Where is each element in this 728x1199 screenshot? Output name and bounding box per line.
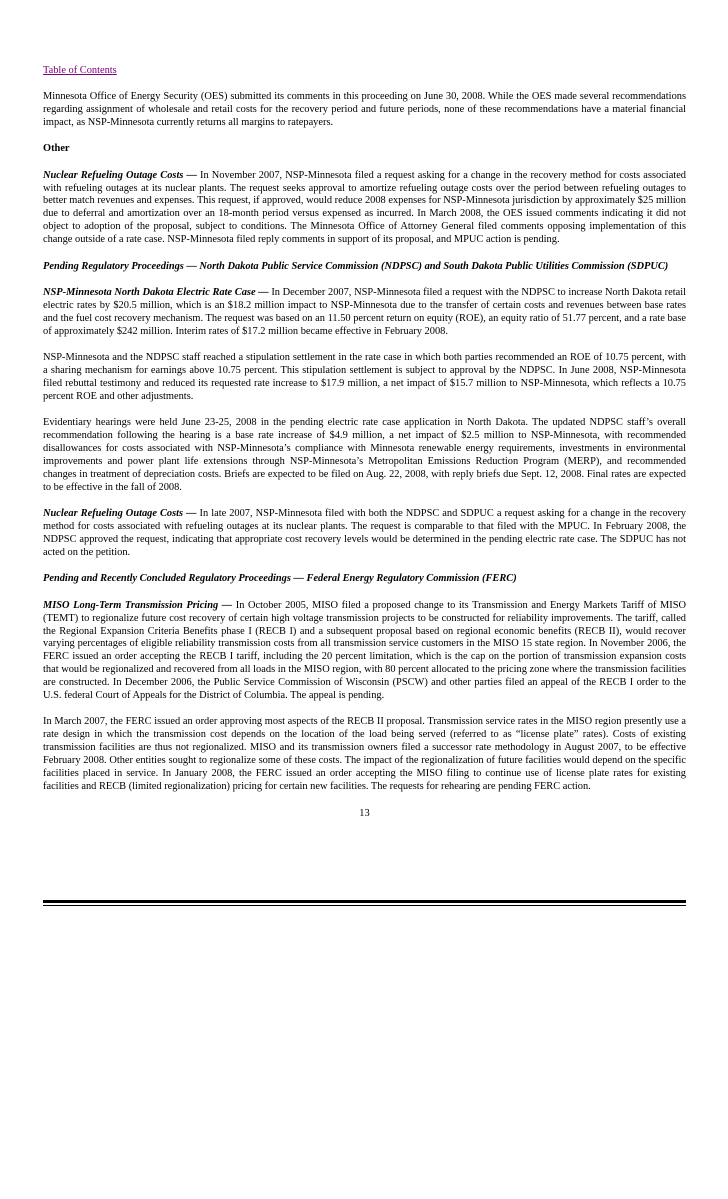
paragraph-body: In late 2007, NSP-Minnesota filed with both the NDPSC and SDPUC a request asking for a change in the recovery method for costs associated with refueling outages at its nuclear plants. The request is comparable to that filed with the MPUC. In February 2008, the NDPSC approved the request, indicating that appropriate cost recovery levels would be determined in the pending electric rate case. The SDPUC has not acted on the petition. bbox=[43, 508, 686, 558]
run-in-title: MISO Long-Term Transmission Pricing — bbox=[43, 599, 233, 611]
paragraph-nuclear-refueling-nd-sd bbox=[43, 508, 686, 560]
paragraph-nd-rate-case bbox=[43, 287, 686, 339]
paragraph-stipulation-settlement: NSP-Minnesota and the NDPSC staff reached a stipulation settlement in the rate case in which both parties recommended an ROE of 10.75 percent, with a sharing mechanism for earnings above 10.75 percent. This stipulation settlement is subject to approval by the NDPSC. In June 2008, NSP-Minnesota filed rebuttal testimony and reduced its requested rate increase to $17.9 million, a net impact of $15.7 million to NSP-Minnesota, which reflects a 10.75 percent ROE and other adjustments. bbox=[43, 352, 686, 402]
paragraph-evidentiary-hearings: Evidentiary hearings were held June 23-25, 2008 in the pending electric rate case application in North Dakota. The updated NDPSC staff’s overall recommendation following the hearing is a base rate increase of $4.9 million, a net impact of $2.5 million to NSP-Minnesota, with recommended disallowances for costs associated with NSP-Minnesota’s compliance with Minnesota renewable energy requirements, investments in environmental improvements and power plant life extensions through NSP-Minnesota’s Metropolitan Emissions Reduction Program (MERP), and recommended changes in treatment of depreciation costs. Briefs are expected to be filed on Aug. 22, 2008, with reply briefs due Sept. 12, 2008. Final rates are expected to be effective in the fall of 2008. bbox=[43, 417, 686, 493]
page-divider-thin bbox=[43, 905, 686, 906]
paragraph-nuclear-refueling-mn bbox=[43, 170, 686, 247]
paragraph-oes-comments: Minnesota Office of Energy Security (OES) submitted its comments in this proceeding on June 30, 2008. While the OES made several recommendations regarding assignment of wholesale and retail costs for the recovery period and future periods, none of these recommendations have a material financial impact, as NSP-Minnesota currently returns all margins to ratepayers. bbox=[43, 91, 686, 128]
document-page bbox=[43, 64, 686, 820]
paragraph-miso-pricing bbox=[43, 600, 686, 703]
paragraph-body: In December 2007, NSP-Minnesota filed a request with the NDPSC to increase North Dakota retail electric rates by $20.5 million, which is an $18.2 million impact to NSP-Minnesota due to the transfer of certain costs and revenues between base rates and the fuel cost recovery mechanism. The request was based on an 11.50 percent return on equity (ROE), an equity ratio of 51.77 percent, and a rate base of approximately $242 million. Interim rates of $17.2 million became effective in February 2008. bbox=[43, 286, 686, 337]
table-of-contents-link[interactable]: Table of Contents bbox=[43, 65, 117, 76]
run-in-title: NSP-Minnesota North Dakota Electric Rate Case — bbox=[43, 286, 269, 298]
run-in-title: Nuclear Refueling Outage Costs — bbox=[43, 169, 197, 181]
run-in-title: Nuclear Refueling Outage Costs — bbox=[43, 508, 197, 520]
paragraph-body: In November 2007, NSP-Minnesota filed a request asking for a change in the recovery method for costs associated with refueling outages at its nuclear plants. The request seeks approval to amortize refueling outage costs over the period between refueling outages to better match revenues and expenses. This request, if approved, would reduce 2008 expenses for NSP-Minnesota jurisdiction by approximately $25 million due to deferral and amortization over an 18-month period versus expensed as incurred. In March 2008, the OES issued comments indicating it did not object to adoption of the proposal, subject to conditions. The Minnesota Office of Attorney General filed comments opposing implementation of this change outside of a rate case. NSP-Minnesota filed reply comments in support of its proposal, and MPUC action is pending. bbox=[43, 169, 686, 246]
section-heading-other: Other bbox=[43, 143, 70, 155]
page-divider-thick bbox=[43, 900, 686, 903]
section-heading-ferc: Pending and Recently Concluded Regulatory Proceedings — Federal Energy Regulatory Commission (FERC) bbox=[43, 573, 517, 585]
page-number: 13 bbox=[359, 808, 370, 820]
paragraph-body: In October 2005, MISO filed a proposed change to its Transmission and Energy Markets Tariff of MISO (TEMT) to regionalize future cost recovery of certain high voltage transmission projects to be constructed for reliability improvements. The tariff, called the Regional Expansion Criteria Benefits phase I (RECB I) and a subsequent proposal based on regional economic benefits (RECB II), would recover varying percentages of eligible reliability transmission costs from all transmission service customers in the MISO 15 state region. In November 2006, the FERC issued an order accepting the RECB I tariff, including the 20 percent limitation, which is the cap on the portion of transmission expansion costs that would be regionalized and recovered from all loads in the MISO region, with 80 percent allocated to the pricing zone where the transmission facilities are constructed. In December 2006, the Public Service Commission of Wisconsin (PSCW) and other parties filed an appeal of the RECB I order to the U.S. federal Court of Appeals for the District of Columbia. The appeal is pending. bbox=[43, 599, 686, 702]
section-heading-ndpsc-sdpuc: Pending Regulatory Proceedings — North Dakota Public Service Commission (NDPSC) and South Dakota Public Utilities Commission (SDPUC) bbox=[43, 260, 669, 272]
paragraph-recb-ii: In March 2007, the FERC issued an order approving most aspects of the RECB II proposal. Transmission service rates in the MISO region presently use a rate design in which the transmission cost depends on the location of the load being served (referred to as “license plate” rates). Costs of existing transmission facilities are thus not regionalized. MISO and its transmission owners filed a successor rate methodology in August 2007, to be effective February 2008. Other entities sought to regionalize some of these costs. The impact of the regionalization of future facilities would depend on the specific facilities placed in service. In January 2008, the FERC issued an order accepting the MISO filing to continue use of license plate rates for existing facilities and RECB (limited regionalization) pricing for certain new facilities. The requests for rehearing are pending FERC action. bbox=[43, 716, 686, 792]
